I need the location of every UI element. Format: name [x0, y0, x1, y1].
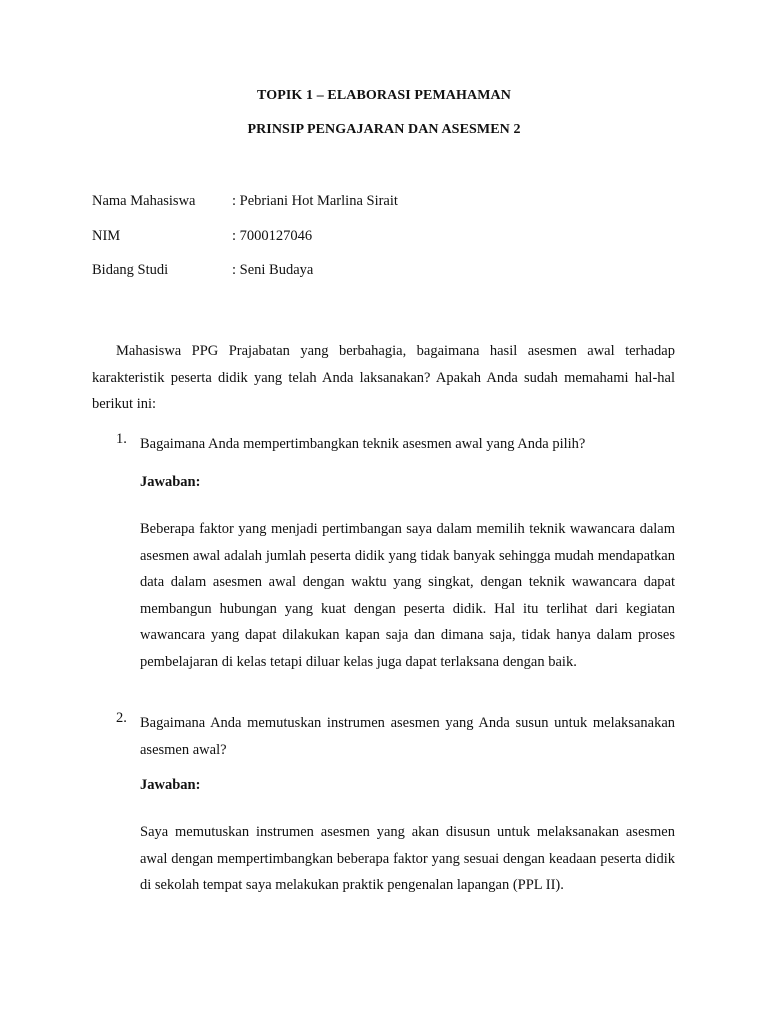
identity-label: NIM [92, 228, 121, 244]
question-number: 1. [116, 431, 127, 447]
question-text: Bagaimana Anda mempertimbangkan teknik asesmen awal yang Anda pilih? [140, 436, 586, 452]
identity-label: Bidang Studi [92, 262, 169, 278]
question-text: Bagaimana Anda memutuskan instrumen asesmen yang Anda susun untuk melaksanakan asesmen awal? [140, 715, 675, 758]
document-title: TOPIK 1 – ELABORASI PEMAHAMAN [257, 88, 511, 103]
intro-paragraph: Mahasiswa PPG Prajabatan yang berbahagia, bagaimana hasil asesmen awal terhadap karakteristik peserta didik yang telah Anda laksanakan? Apakah Anda sudah memahami hal-hal berikut ini: [92, 343, 675, 412]
question-number: 2. [116, 710, 127, 726]
answer-label: Jawaban: [140, 474, 201, 490]
answer-text: Beberapa faktor yang menjadi pertimbangan saya dalam memilih teknik wawancara dalam asesmen awal adalah jumlah peserta didik yang tidak banyak sehingga mudah mendapatkan data dalam asesmen awal dengan waktu yang singkat, dengan teknik wawancara dapat membangun hubungan yang kuat dengan peserta didik. Hal itu terlihat dari kegiatan wawancara yang dapat dilakukan kapan saja dan dimana saja, tidak hanya dalam proses pembelajaran di kelas tetapi diluar kelas juga dapat terlaksana dengan baik. [140, 521, 675, 670]
identity-value: : 7000127046 [232, 228, 313, 244]
identity-value: : Pebriani Hot Marlina Sirait [232, 193, 398, 209]
answer-text: Saya memutuskan instrumen asesmen yang akan disusun untuk melaksanakan asesmen awal dengan mempertimbangkan beberapa faktor yang sesuai dengan keadaan peserta didik di sekolah tempat saya melakukan praktik pengenalan lapangan (PPL II). [140, 824, 675, 893]
document-subtitle: PRINSIP PENGAJARAN DAN ASESMEN 2 [247, 122, 521, 137]
identity-label: Nama Mahasiswa [92, 193, 196, 209]
identity-value: : Seni Budaya [232, 262, 314, 278]
answer-label: Jawaban: [140, 777, 201, 793]
